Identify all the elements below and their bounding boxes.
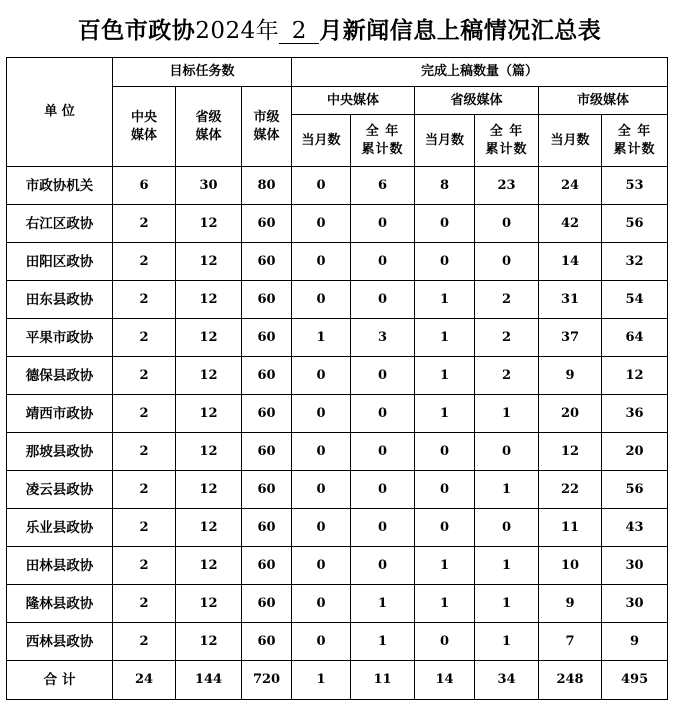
title-suffix: 月新闻信息上稿情况汇总表	[319, 17, 602, 44]
cell-tc: 2	[113, 281, 176, 319]
header-target-provincial: 省级媒体	[176, 87, 242, 167]
cell-cy: 0	[351, 471, 415, 509]
cell-my: 495	[602, 661, 668, 700]
header-central-year: 全 年 累计数	[351, 115, 415, 167]
cell-tp: 12	[176, 319, 242, 357]
cell-unit: 合 计	[7, 661, 113, 700]
cell-tm: 60	[242, 395, 292, 433]
cell-tc: 2	[113, 585, 176, 623]
cell-tc: 2	[113, 471, 176, 509]
cell-mm: 10	[539, 547, 602, 585]
cell-my: 32	[602, 243, 668, 281]
cell-tm: 60	[242, 357, 292, 395]
cell-py: 1	[475, 395, 539, 433]
cell-my: 9	[602, 623, 668, 661]
cell-pm: 0	[415, 433, 475, 471]
cell-tm: 60	[242, 319, 292, 357]
cell-cm: 0	[292, 243, 351, 281]
table-row	[7, 471, 668, 509]
title-year: 2024年	[195, 18, 280, 44]
cell-tc: 2	[113, 357, 176, 395]
cell-unit: 田阳区政协	[7, 243, 113, 281]
cell-tc: 6	[113, 167, 176, 205]
cell-tm: 60	[242, 623, 292, 661]
cell-tp: 144	[176, 661, 242, 700]
cell-cy: 0	[351, 205, 415, 243]
table-row	[7, 281, 668, 319]
table-row	[7, 547, 668, 585]
cell-pm: 0	[415, 205, 475, 243]
cell-mm: 24	[539, 167, 602, 205]
cell-tp: 12	[176, 433, 242, 471]
cell-my: 56	[602, 205, 668, 243]
cell-tm: 60	[242, 585, 292, 623]
cell-cm: 0	[292, 509, 351, 547]
cell-my: 12	[602, 357, 668, 395]
cell-tc: 2	[113, 205, 176, 243]
cell-tc: 2	[113, 243, 176, 281]
cell-tp: 12	[176, 509, 242, 547]
cell-cm: 0	[292, 281, 351, 319]
cell-tc: 2	[113, 623, 176, 661]
header-city: 市级媒体	[539, 87, 668, 115]
cell-mm: 22	[539, 471, 602, 509]
cell-cm: 0	[292, 167, 351, 205]
table-row	[7, 585, 668, 623]
cell-py: 1	[475, 547, 539, 585]
cell-cy: 1	[351, 585, 415, 623]
cell-cm: 0	[292, 395, 351, 433]
cell-mm: 7	[539, 623, 602, 661]
cell-cy: 11	[351, 661, 415, 700]
cell-my: 30	[602, 585, 668, 623]
cell-cy: 1	[351, 623, 415, 661]
cell-unit: 市政协机关	[7, 167, 113, 205]
cell-mm: 37	[539, 319, 602, 357]
cell-tp: 30	[176, 167, 242, 205]
cell-unit: 右江区政协	[7, 205, 113, 243]
cell-unit: 田林县政协	[7, 547, 113, 585]
cell-unit: 西林县政协	[7, 623, 113, 661]
cell-cm: 0	[292, 623, 351, 661]
cell-tp: 12	[176, 281, 242, 319]
cell-py: 1	[475, 585, 539, 623]
title-month: 2	[279, 19, 319, 44]
cell-my: 20	[602, 433, 668, 471]
header-central: 中央媒体	[292, 87, 415, 115]
cell-pm: 1	[415, 395, 475, 433]
cell-py: 34	[475, 661, 539, 700]
header-done-group: 完成上稿数量（篇）	[292, 58, 668, 87]
cell-py: 2	[475, 281, 539, 319]
header-target-group: 目标任务数	[113, 58, 292, 87]
cell-my: 53	[602, 167, 668, 205]
cell-cm: 0	[292, 433, 351, 471]
total-row	[7, 661, 668, 700]
cell-tc: 2	[113, 509, 176, 547]
cell-py: 2	[475, 319, 539, 357]
cell-my: 56	[602, 471, 668, 509]
cell-pm: 8	[415, 167, 475, 205]
title-prefix: 百色市政协	[77, 17, 196, 44]
cell-mm: 12	[539, 433, 602, 471]
cell-cm: 0	[292, 205, 351, 243]
cell-tp: 12	[176, 471, 242, 509]
cell-py: 0	[475, 205, 539, 243]
cell-py: 1	[475, 471, 539, 509]
cell-tm: 60	[242, 471, 292, 509]
cell-cy: 0	[351, 243, 415, 281]
cell-tc: 2	[113, 433, 176, 471]
cell-tm: 60	[242, 281, 292, 319]
cell-pm: 1	[415, 547, 475, 585]
table-row	[7, 319, 668, 357]
cell-cm: 1	[292, 319, 351, 357]
cell-pm: 1	[415, 281, 475, 319]
cell-tp: 12	[176, 243, 242, 281]
cell-py: 0	[475, 509, 539, 547]
cell-tm: 60	[242, 205, 292, 243]
cell-unit: 靖西市政协	[7, 395, 113, 433]
cell-cy: 0	[351, 547, 415, 585]
header-target-city: 市级媒体	[242, 87, 292, 167]
cell-pm: 0	[415, 509, 475, 547]
cell-cy: 0	[351, 433, 415, 471]
cell-tm: 60	[242, 509, 292, 547]
cell-py: 0	[475, 433, 539, 471]
cell-unit: 田东县政协	[7, 281, 113, 319]
cell-my: 36	[602, 395, 668, 433]
cell-pm: 1	[415, 585, 475, 623]
cell-mm: 248	[539, 661, 602, 700]
cell-pm: 0	[415, 471, 475, 509]
cell-cm: 0	[292, 357, 351, 395]
table-row	[7, 433, 668, 471]
cell-tp: 12	[176, 547, 242, 585]
cell-unit: 平果市政协	[7, 319, 113, 357]
cell-tm: 60	[242, 547, 292, 585]
cell-pm: 14	[415, 661, 475, 700]
cell-mm: 31	[539, 281, 602, 319]
cell-tc: 2	[113, 547, 176, 585]
cell-unit: 乐业县政协	[7, 509, 113, 547]
cell-unit: 凌云县政协	[7, 471, 113, 509]
table-row	[7, 395, 668, 433]
cell-pm: 0	[415, 243, 475, 281]
header-target-central: 中央媒体	[113, 87, 176, 167]
cell-tc: 2	[113, 319, 176, 357]
cell-cy: 0	[351, 281, 415, 319]
cell-mm: 20	[539, 395, 602, 433]
cell-py: 2	[475, 357, 539, 395]
cell-mm: 9	[539, 585, 602, 623]
cell-tp: 12	[176, 623, 242, 661]
cell-py: 1	[475, 623, 539, 661]
cell-my: 64	[602, 319, 668, 357]
cell-mm: 14	[539, 243, 602, 281]
table-row	[7, 357, 668, 395]
cell-pm: 1	[415, 357, 475, 395]
cell-py: 23	[475, 167, 539, 205]
header-city-month: 当月数	[539, 115, 602, 167]
header-central-month: 当月数	[292, 115, 351, 167]
cell-tm: 80	[242, 167, 292, 205]
cell-tc: 24	[113, 661, 176, 700]
cell-pm: 0	[415, 623, 475, 661]
cell-cm: 0	[292, 547, 351, 585]
header-provincial-month: 当月数	[415, 115, 475, 167]
cell-pm: 1	[415, 319, 475, 357]
cell-mm: 11	[539, 509, 602, 547]
table-row	[7, 167, 668, 205]
cell-cy: 0	[351, 509, 415, 547]
table-row	[7, 509, 668, 547]
table-row	[7, 243, 668, 281]
cell-tc: 2	[113, 395, 176, 433]
cell-tp: 12	[176, 585, 242, 623]
cell-tm: 60	[242, 243, 292, 281]
cell-mm: 9	[539, 357, 602, 395]
cell-tp: 12	[176, 357, 242, 395]
cell-cy: 6	[351, 167, 415, 205]
cell-mm: 42	[539, 205, 602, 243]
cell-cm: 0	[292, 585, 351, 623]
header-unit: 单 位	[7, 58, 113, 167]
cell-cm: 1	[292, 661, 351, 700]
cell-cy: 0	[351, 357, 415, 395]
cell-tp: 12	[176, 395, 242, 433]
header-city-year: 全 年 累计数	[602, 115, 668, 167]
cell-unit: 那坡县政协	[7, 433, 113, 471]
cell-my: 54	[602, 281, 668, 319]
cell-tm: 60	[242, 433, 292, 471]
header-provincial: 省级媒体	[415, 87, 539, 115]
cell-cy: 3	[351, 319, 415, 357]
cell-unit: 隆林县政协	[7, 585, 113, 623]
summary-table	[6, 57, 668, 700]
cell-cm: 0	[292, 471, 351, 509]
cell-cy: 0	[351, 395, 415, 433]
cell-my: 30	[602, 547, 668, 585]
table-row	[7, 623, 668, 661]
cell-my: 43	[602, 509, 668, 547]
cell-unit: 德保县政协	[7, 357, 113, 395]
cell-tm: 720	[242, 661, 292, 700]
cell-py: 0	[475, 243, 539, 281]
report-title	[0, 12, 679, 45]
table-row	[7, 205, 668, 243]
cell-tp: 12	[176, 205, 242, 243]
header-provincial-year: 全 年 累计数	[475, 115, 539, 167]
